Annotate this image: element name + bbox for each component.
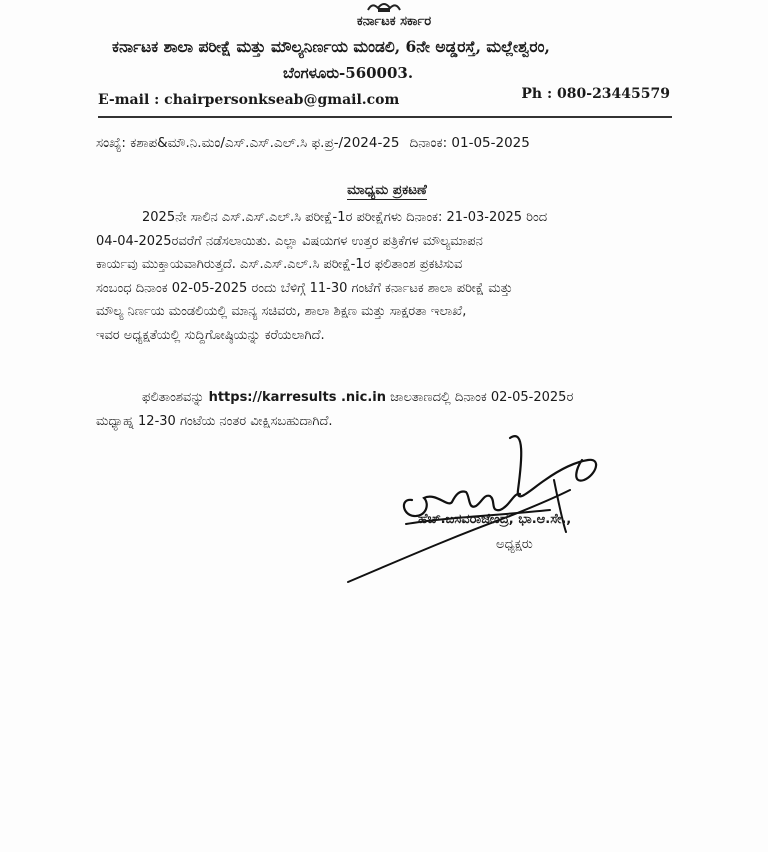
press-release-heading: [0, 182, 768, 198]
government-title: ಕರ್ನಾಟಕ ಸರ್ಕಾರ: [356, 14, 432, 29]
board-name: ಕರ್ನಾಟಕ ಶಾಲಾ ಪರೀಕ್ಷೆ ಮತ್ತು ಮೌಲ್ಯನಿರ್ಣಯ ಮಂಡಲಿ, 6ನೇ ಅಡ್ಡರಸ್ತೆ, ಮಲ್ಲೇಶ್ವರಂ,: [112, 37, 550, 56]
results-suffix: ಜಾಲತಾಣದಲ್ಲಿ ದಿನಾಂಕ 02-05-2025ರ: [386, 390, 574, 405]
reference-date: ದಿನಾಂಕ: 01-05-2025: [409, 135, 530, 151]
heading-text: ಮಾಧ್ಯಮ ಪ್ರಕಟಣೆ: [347, 182, 427, 198]
reference-number: ಸಂಖ್ಯೆ: ಕಶಾಪ&ಮೌ.ನಿ.ಮಂ/ಎಸ್.ಎಸ್.ಎಲ್.ಸಿ ಫ.ಪ್ರ-/2024-25: [96, 135, 400, 151]
karnataka-emblem-icon: [364, 0, 404, 12]
signatory-name: ಹೆಚ್.ಬಸವರಾಜೇಂದ್ರ, ಭಾ.ಆ.ಸೇ.,: [418, 512, 572, 527]
results-prefix: ಫಲಿತಾಂಶವನ್ನು: [142, 390, 209, 405]
email-address: E-mail : chairpersonkseab@gmail.com: [98, 92, 400, 108]
results-line: ಮಧ್ಯಾಹ್ನ 12-30 ಗಂಟೆಯ ನಂತರ ವೀಕ್ಷಿಸಬಹುದಾಗಿದೆ.: [96, 413, 333, 429]
paragraph-line: ಕಾರ್ಯವು ಮುಕ್ತಾಯವಾಗಿರುತ್ತದೆ. ಎಸ್.ಎಸ್.ಎಲ್.ಸಿ ಪರೀಕ್ಷೆ-1ರ ಫಲಿತಾಂಶ ಪ್ರಕಟಿಸುವ: [96, 257, 463, 272]
paragraph-line: ಮೌಲ್ಯ ನಿರ್ಣಯ ಮಂಡಲಿಯಲ್ಲಿ ಮಾನ್ಯ ಸಚಿವರು, ಶಾಲಾ ಶಿಕ್ಷಣ ಮತ್ತು ಸಾಕ್ಷರತಾ ಇಲಾಖೆ,: [96, 304, 467, 319]
announcement-paragraph: [96, 206, 674, 347]
results-line: [96, 386, 674, 410]
reference-line: [96, 135, 530, 151]
paragraph-line: ಸಂಬಂಧ ದಿನಾಂಕ 02-05-2025 ರಂದು ಬೆಳಿಗ್ಗೆ 11-30 ಗಂಟೆಗೆ ಕರ್ನಾಟಕ ಶಾಲಾ ಪರೀಕ್ಷೆ ಮತ್ತು: [96, 280, 513, 296]
paragraph-line: 04-04-2025ರವರೆಗೆ ನಡೆಸಲಾಯಿತು. ಎಲ್ಲಾ ವಿಷಯಗಳ ಉತ್ತರ ಪತ್ರಿಕೆಗಳ ಮೌಲ್ಯಮಾಪನ: [96, 233, 483, 249]
paragraph-line: ಇವರ ಅಧ್ಯಕ್ಷತೆಯಲ್ಲಿ ಸುದ್ದಿಗೋಷ್ಠಿಯನ್ನು ಕರೆಯಲಾಗಿದೆ.: [96, 327, 325, 343]
signatory-designation: ಅಧ್ಯಕ್ಷರು: [496, 537, 533, 552]
paragraph-line: 2025ನೇ ಸಾಲಿನ ಎಸ್.ಎಸ್.ಎಲ್.ಸಿ ಪರೀಕ್ಷೆ-1ರ ಪರೀಕ್ಷೆಗಳು ದಿನಾಂಕ: 21-03-2025 ರಿಂದ: [142, 210, 548, 225]
phone-number: Ph : 080-23445579: [521, 86, 670, 102]
header-divider: [98, 116, 672, 118]
contact-row: [98, 86, 678, 112]
handwritten-signature: [340, 420, 620, 590]
board-city: ಬೆಂಗಳೂರು-560003.: [283, 64, 414, 82]
results-url: https://karresults .nic.in: [208, 390, 386, 405]
